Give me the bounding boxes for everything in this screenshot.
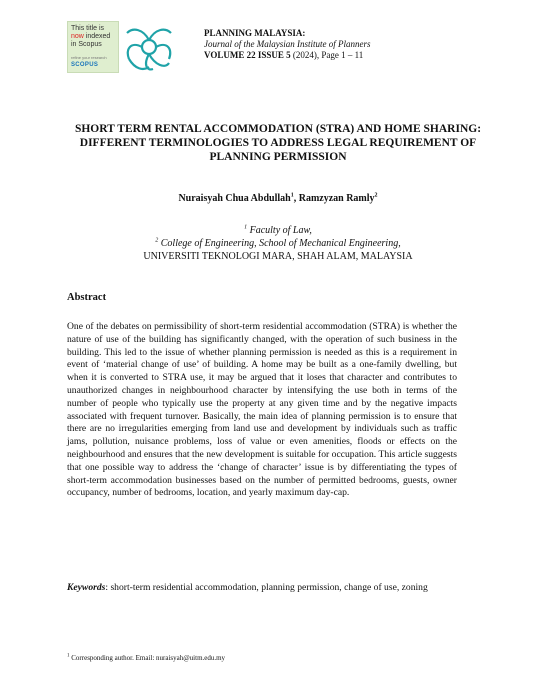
footnote-text: Corresponding author. Email: nuraisyah@uitm.edu.my <box>69 654 226 662</box>
scopus-indexed-badge <box>67 21 119 73</box>
footnote <box>67 654 225 662</box>
author-separator: , <box>293 193 299 204</box>
journal-title: PLANNING MALAYSIA: <box>204 28 306 38</box>
affiliation-2 <box>60 237 496 250</box>
abstract-body: One of the debates on permissibility of short-term residential accommodation (STRA) is whether the nature of use of the building has significantly changed, with the operation of such business in the building. This led to the issue of whether planning permission is needed as this is a requirement in event of ‘material change of use’ of building. A home may be built as a one-family dwelling, but when it is converted to STRA use, it may be argued that it loses that character and contributes to unauthorized changes in neighbourhood character by intensifying the use both in terms of the number of people who typically use the property at any given time and by the negative impacts associated with frequent turnover. Basically, the main idea of planning permission is to ensure that there are no irregularities emerging from land use and development by individuals such as traffic jams, pollution, nuisance problems, loss of value or even amenities, floods or effects on the neighbourhood and ensures that the new development is suitable for occupation. This article suggests that one possible way to address the ‘change of character’ issue is by differentiating the types of short-term accommodation businesses based on the number of permitted bedrooms, guests, owner occupancy, number of bedrooms, location, and yearly maximum day-cap. <box>67 321 457 499</box>
keywords-label: Keywords <box>67 582 106 593</box>
keywords-colon: : <box>105 582 109 593</box>
author-1: Nuraisyah Chua Abdullah <box>178 193 291 204</box>
affiliation-1-sup: 1 <box>244 224 248 231</box>
volume-issue: VOLUME 22 ISSUE 5 <box>204 50 291 60</box>
journal-logo-icon <box>121 19 177 75</box>
paper-title: SHORT TERM RENTAL ACCOMMODATION (STRA) AND HOME SHARING: DIFFERENT TERMINOLOGIES TO ADDRESS LEGAL REQUIREMENT OF PLANNING PERMISSION <box>74 123 482 163</box>
badge-tagline: refine your research <box>71 55 107 60</box>
journal-header <box>204 28 370 61</box>
author-line <box>70 193 486 204</box>
affiliations <box>60 224 496 263</box>
footnote-sup: 1 <box>67 653 70 659</box>
journal-volume <box>204 50 370 61</box>
affiliation-2-sup: 2 <box>155 237 159 244</box>
affiliation-1 <box>60 224 496 237</box>
badge-line2: indexed <box>85 33 111 40</box>
affiliation-1-text: Faculty of Law, <box>247 225 312 236</box>
badge-now: now <box>71 33 84 40</box>
volume-pages: (2024), Page 1 – 11 <box>292 50 364 60</box>
author-2: Ramzyzan Ramly <box>298 193 375 204</box>
keywords <box>67 582 457 595</box>
keywords-text: short-term residential accommodation, planning permission, change of use, zoning <box>108 582 428 593</box>
author-2-sup: 2 <box>374 192 378 199</box>
affiliation-2-text: College of Engineering, School of Mechanical Engineering, <box>158 238 401 249</box>
scopus-wordmark: SCOPUS <box>71 62 99 68</box>
abstract-heading: Abstract <box>67 292 107 303</box>
journal-subtitle: Journal of the Malaysian Institute of Planners <box>204 39 371 49</box>
author-1-sup: 1 <box>290 192 294 199</box>
badge-line3: in Scopus <box>71 41 102 48</box>
affiliation-university: UNIVERSITI TEKNOLOGI MARA, SHAH ALAM, MALAYSIA <box>143 251 413 262</box>
badge-line1: This title is <box>71 25 105 32</box>
